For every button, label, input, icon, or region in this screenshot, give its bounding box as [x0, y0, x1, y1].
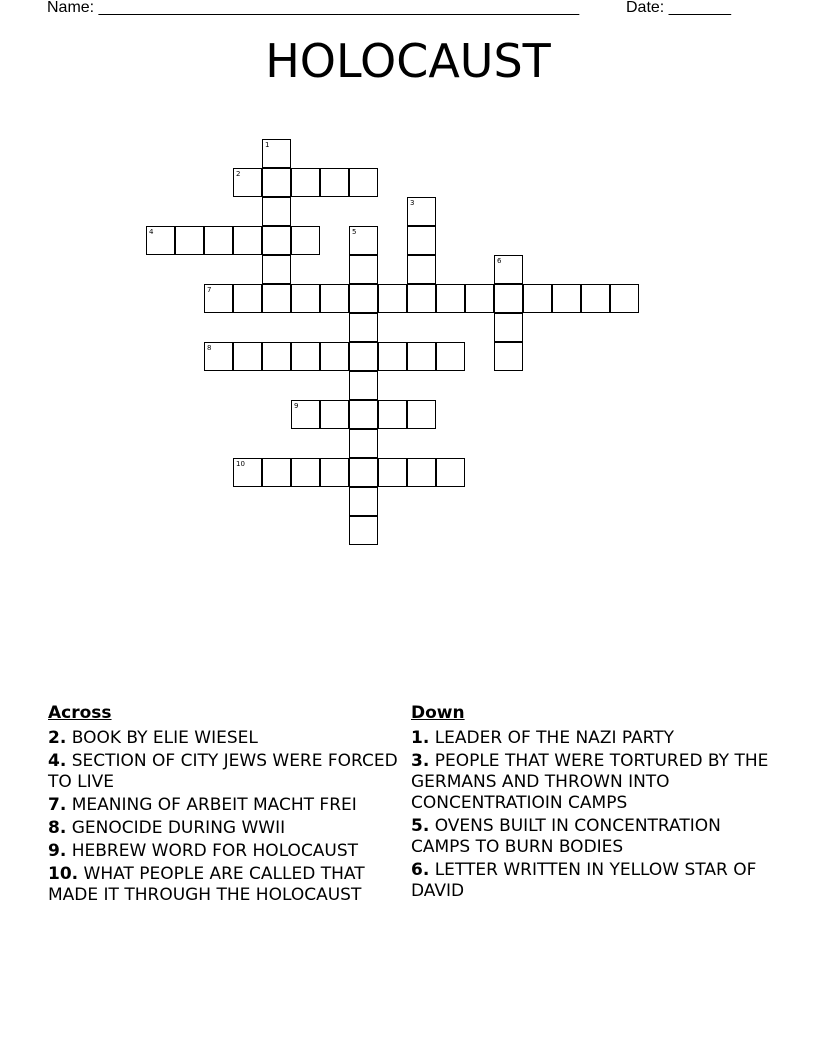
crossword-cell[interactable]: [378, 458, 407, 487]
down-clue: [411, 860, 771, 902]
clue-text: GENOCIDE DURING WWII: [71, 818, 286, 838]
crossword-cell[interactable]: [407, 226, 436, 255]
cell-number: 6: [497, 257, 502, 265]
crossword-cell[interactable]: [262, 226, 291, 255]
cell-number: 5: [352, 228, 357, 236]
crossword-cell[interactable]: [204, 226, 233, 255]
crossword-cell[interactable]: [349, 226, 378, 255]
crossword-cell[interactable]: [262, 458, 291, 487]
down-clues: [411, 703, 771, 904]
crossword-cell[interactable]: [349, 487, 378, 516]
crossword-cell[interactable]: [494, 342, 523, 371]
cell-number: 8: [207, 344, 212, 352]
crossword-cell[interactable]: [349, 255, 378, 284]
cell-number: 3: [410, 199, 415, 207]
crossword-cell[interactable]: [407, 342, 436, 371]
crossword-cell[interactable]: [436, 342, 465, 371]
crossword-cell[interactable]: [349, 458, 378, 487]
cell-number: 10: [236, 460, 245, 468]
clue-text: OVENS BUILT IN CONCENTRATION CAMPS TO BURN BODIES: [411, 816, 721, 857]
across-clue: [48, 864, 398, 906]
clue-text: PEOPLE THAT WERE TORTURED BY THE GERMANS AND THROWN INTO CONCENTRATIOIN CAMPS: [411, 751, 769, 813]
crossword-cell[interactable]: [291, 168, 320, 197]
crossword-cell[interactable]: [233, 342, 262, 371]
crossword-cell[interactable]: [407, 458, 436, 487]
across-clue: [48, 841, 398, 862]
crossword-cell[interactable]: [320, 342, 349, 371]
crossword-cell[interactable]: [378, 400, 407, 429]
date-field[interactable]: Date: _______: [626, 0, 731, 16]
crossword-cell[interactable]: [262, 342, 291, 371]
cell-number: 2: [236, 170, 241, 178]
crossword-cell[interactable]: [465, 284, 494, 313]
crossword-cell[interactable]: [494, 255, 523, 284]
crossword-cell[interactable]: [436, 458, 465, 487]
crossword-cell[interactable]: [320, 284, 349, 313]
clue-number: 3.: [411, 751, 430, 771]
clue-number: 9.: [48, 841, 67, 861]
crossword-cell[interactable]: [494, 313, 523, 342]
across-clue: [48, 795, 398, 816]
crossword-cell[interactable]: [233, 284, 262, 313]
crossword-cell[interactable]: [262, 197, 291, 226]
crossword-cell[interactable]: [146, 226, 175, 255]
clue-text: SECTION OF CITY JEWS WERE FORCED TO LIVE: [48, 751, 398, 792]
across-clue: [48, 751, 398, 793]
down-clue: [411, 751, 771, 814]
clue-text: LETTER WRITTEN IN YELLOW STAR OF DAVID: [411, 860, 757, 901]
crossword-cell[interactable]: [378, 342, 407, 371]
crossword-cell[interactable]: [523, 284, 552, 313]
crossword-cell[interactable]: [204, 342, 233, 371]
crossword-cell[interactable]: [233, 226, 262, 255]
across-clue: [48, 818, 398, 839]
page-title: HOLOCAUST: [265, 34, 551, 88]
across-heading: Across: [48, 703, 112, 723]
clue-number: 8.: [48, 818, 67, 838]
crossword-cell[interactable]: [291, 226, 320, 255]
crossword-cell[interactable]: [349, 313, 378, 342]
crossword-cell[interactable]: [320, 168, 349, 197]
cell-number: 9: [294, 402, 299, 410]
clue-number: 4.: [48, 751, 67, 771]
name-field[interactable]: Name: ______________________________________________________: [47, 0, 580, 16]
crossword-cell[interactable]: [320, 458, 349, 487]
crossword-cell[interactable]: [436, 284, 465, 313]
clue-text: BOOK BY ELIE WIESEL: [71, 728, 258, 748]
crossword-cell[interactable]: [262, 255, 291, 284]
crossword-cell[interactable]: [349, 516, 378, 545]
crossword-cell[interactable]: [349, 400, 378, 429]
crossword-cell[interactable]: [204, 284, 233, 313]
clue-text: MEANING OF ARBEIT MACHT FREI: [71, 795, 357, 815]
crossword-cell[interactable]: [407, 400, 436, 429]
cell-number: 1: [265, 141, 270, 149]
crossword-cell[interactable]: [407, 255, 436, 284]
crossword-cell[interactable]: [262, 284, 291, 313]
down-heading: Down: [411, 703, 465, 723]
crossword-cell[interactable]: [291, 458, 320, 487]
crossword-cell[interactable]: [262, 139, 291, 168]
crossword-cell[interactable]: [494, 284, 523, 313]
crossword-cell[interactable]: [233, 458, 262, 487]
across-clue: [48, 728, 398, 749]
clue-text: WHAT PEOPLE ARE CALLED THAT MADE IT THROUGH THE HOLOCAUST: [48, 864, 365, 905]
clue-number: 5.: [411, 816, 430, 836]
crossword-cell[interactable]: [378, 284, 407, 313]
crossword-cell[interactable]: [291, 284, 320, 313]
crossword-cell[interactable]: [581, 284, 610, 313]
clue-number: 7.: [48, 795, 67, 815]
crossword-cell[interactable]: [349, 284, 378, 313]
clue-number: 2.: [48, 728, 67, 748]
cell-number: 7: [207, 286, 212, 294]
crossword-cell[interactable]: [291, 342, 320, 371]
crossword-cell[interactable]: [262, 168, 291, 197]
crossword-cell[interactable]: [349, 168, 378, 197]
cell-number: 4: [149, 228, 154, 236]
crossword-cell[interactable]: [349, 371, 378, 400]
crossword-cell[interactable]: [407, 197, 436, 226]
down-clue: [411, 816, 771, 858]
crossword-cell[interactable]: [349, 342, 378, 371]
crossword-cell[interactable]: [320, 400, 349, 429]
clue-number: 6.: [411, 860, 430, 880]
clue-number: 1.: [411, 728, 430, 748]
clue-text: LEADER OF THE NAZI PARTY: [434, 728, 675, 748]
clue-number: 10.: [48, 864, 79, 884]
crossword-cell[interactable]: [291, 400, 320, 429]
down-clue: [411, 728, 771, 749]
crossword-cell[interactable]: [407, 284, 436, 313]
crossword-cell[interactable]: [349, 429, 378, 458]
crossword-cell[interactable]: [552, 284, 581, 313]
across-clues: [48, 703, 398, 908]
crossword-cell[interactable]: [610, 284, 639, 313]
crossword-cell[interactable]: [175, 226, 204, 255]
crossword-cell[interactable]: [233, 168, 262, 197]
clue-text: HEBREW WORD FOR HOLOCAUST: [71, 841, 359, 861]
